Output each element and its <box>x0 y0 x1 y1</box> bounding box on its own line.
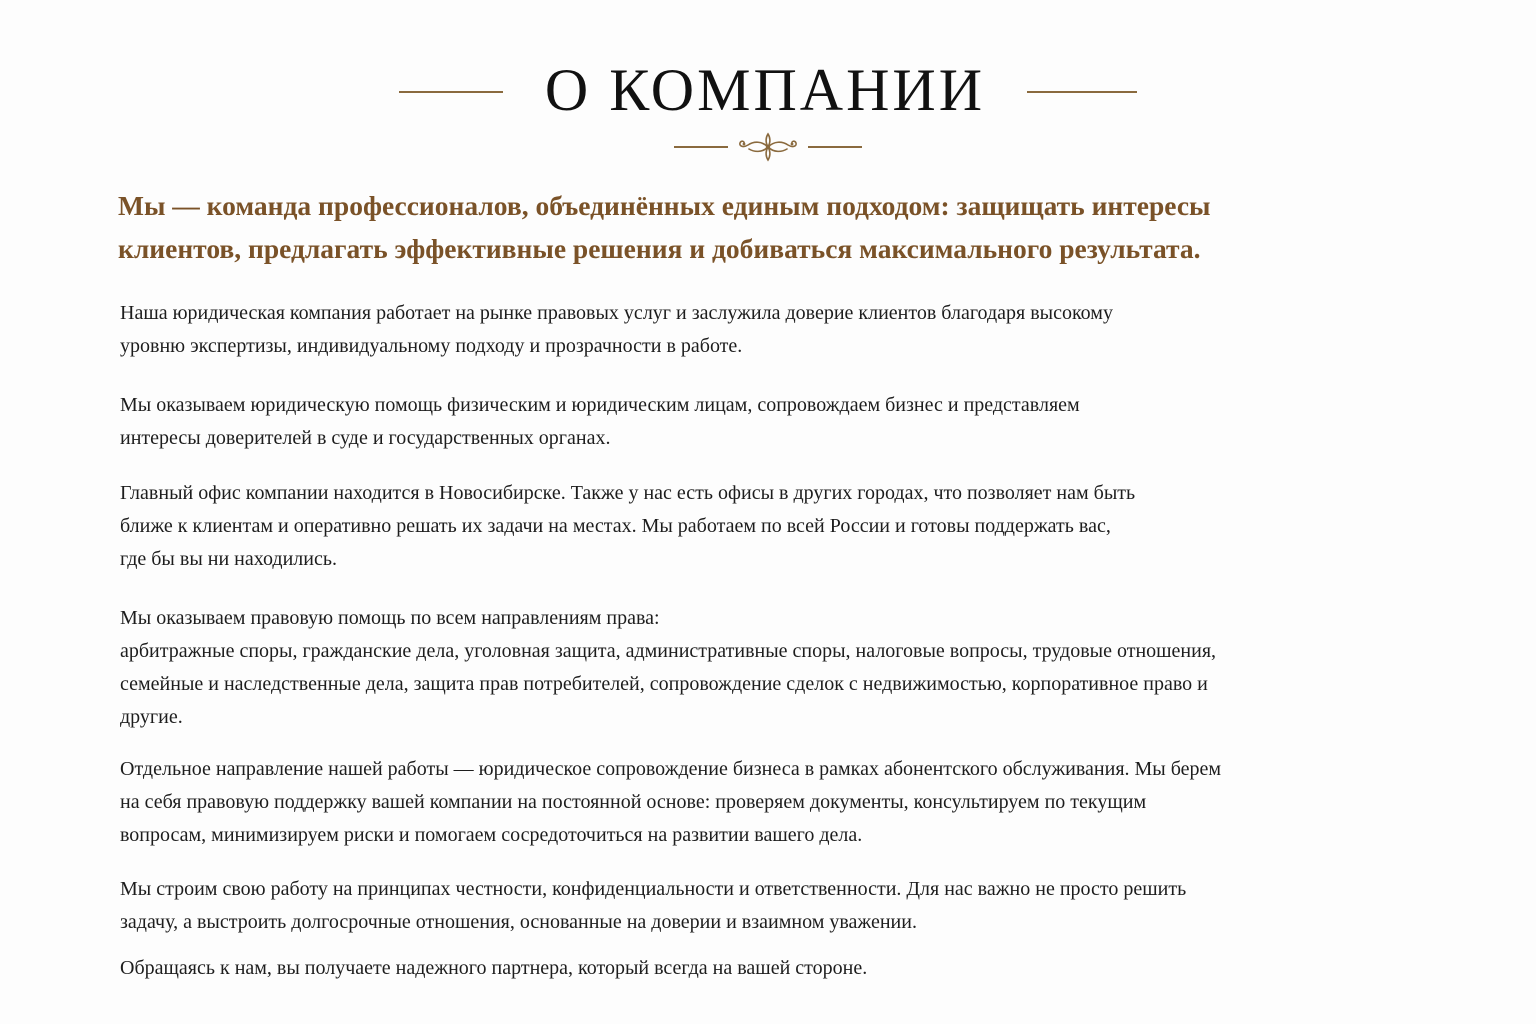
paragraph-closing <box>120 952 1410 985</box>
flourish-icon <box>734 131 802 163</box>
ornament-line-left <box>674 146 728 148</box>
section-header <box>0 48 1536 132</box>
title-divider-left <box>399 91 503 93</box>
paragraph-line: Главный офис компании находится в Новосибирске. Также у нас есть офисы в других городах, что позволяет нам быть <box>120 482 1136 504</box>
title-divider-right <box>1027 91 1137 93</box>
paragraph-line: уровню экспертизы, индивидуальному подходу и прозрачности в работе. <box>120 335 743 357</box>
paragraph-about-firm <box>120 297 1410 363</box>
paragraph-line: где бы вы ни находились. <box>120 548 337 570</box>
lead-statement <box>118 184 1378 270</box>
paragraph-line: Наша юридическая компания работает на рынке правовых услуг и заслужила доверие клиентов благодаря высокому <box>120 302 1113 324</box>
paragraph-practice-areas <box>120 602 1410 734</box>
paragraph-line: Отдельное направление нашей работы — юридическое сопровождение бизнеса в рамках абонентского обслуживания. Мы берем <box>120 758 1222 780</box>
paragraph-line: задачу, а выстроить долгосрочные отношения, основанные на доверии и взаимном уважении. <box>120 911 917 933</box>
paragraph-principles <box>120 873 1410 939</box>
paragraph-subscription-service <box>120 753 1410 852</box>
lead-line: клиентов, предлагать эффективные решения и добиваться максимального результата. <box>118 233 1201 264</box>
page-title: О КОМПАНИИ <box>544 57 986 123</box>
paragraph-line: другие. <box>120 706 183 728</box>
paragraph-line: интересы доверителей в суде и государственных органах. <box>120 427 611 449</box>
paragraph-line: семейные и наследственные дела, защита прав потребителей, сопровождение сделок с недвижимостью, корпоративное право и <box>120 673 1208 695</box>
paragraph-line: Обращаясь к нам, вы получаете надежного партнера, который всегда на вашей стороне. <box>120 957 868 979</box>
paragraph-line: Мы строим свою работу на принципах честности, конфиденциальности и ответственности. Для нас важно не просто решить <box>120 878 1187 900</box>
lead-line: Мы — команда профессионалов, объединённых единым подходом: защищать интересы <box>118 190 1211 221</box>
paragraph-line: Мы оказываем юридическую помощь физическим и юридическим лицам, сопровождаем бизнес и представляем <box>120 394 1080 416</box>
paragraph-line: Мы оказываем правовую помощь по всем направлениям права: <box>120 607 660 629</box>
ornament-divider <box>0 130 1536 164</box>
paragraph-offices <box>120 477 1410 576</box>
ornament-line-right <box>808 146 862 148</box>
paragraph-line: ближе к клиентам и оперативно решать их задачи на местах. Мы работаем по всей России и готовы поддержать вас, <box>120 515 1111 537</box>
paragraph-services <box>120 389 1410 455</box>
paragraph-line: арбитражные споры, гражданские дела, уголовная защита, административные споры, налоговые вопросы, трудовые отношения, <box>120 640 1217 662</box>
paragraph-line: на себя правовую поддержку вашей компании на постоянной основе: проверяем документы, консультируем по текущим <box>120 791 1147 813</box>
paragraph-line: вопросам, минимизируем риски и помогаем сосредоточиться на развитии вашего дела. <box>120 824 863 846</box>
